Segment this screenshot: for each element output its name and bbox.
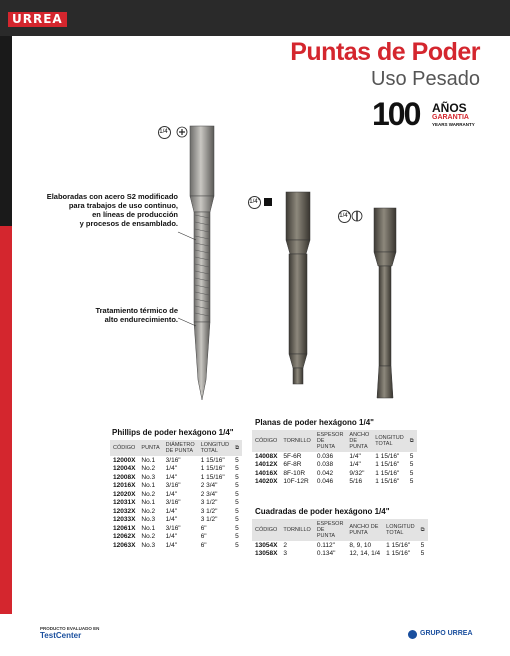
- table-cell: 0.134": [316, 550, 336, 558]
- table-cell: 5: [235, 499, 239, 507]
- table-cell: 13058X: [255, 550, 278, 558]
- table-cell: 5F-6R: [283, 452, 302, 460]
- phillips-table-title: Phillips de poder hexágono 1/4": [112, 428, 234, 437]
- table-row: [252, 550, 428, 559]
- table-cell: 5: [235, 465, 239, 473]
- phillips-table: [110, 440, 242, 550]
- table-cell: 1 15/16": [375, 452, 400, 460]
- square-size-tag: 1/4": [248, 196, 261, 209]
- table-cell: 3/16": [165, 456, 181, 464]
- table-row: [110, 533, 242, 542]
- col-punta: PUNTA: [138, 440, 162, 456]
- table-cell: 5: [409, 461, 414, 469]
- table-row: [110, 473, 242, 482]
- heat-callout: [95, 306, 178, 324]
- page-subtitle: Uso Pesado: [371, 68, 480, 90]
- phillips-size-tag: 1/4": [158, 126, 171, 139]
- table-row: [252, 452, 417, 461]
- callout-line: alto endurecimiento.: [104, 315, 178, 324]
- table-cell: 0.036: [316, 452, 334, 460]
- table-cell: 5: [235, 482, 239, 490]
- table-cell: 12, 14, 1/4: [349, 550, 381, 558]
- col-espesor: ESPESOR DE PUNTA: [314, 519, 347, 541]
- table-cell: 5: [409, 478, 414, 486]
- table-header-row: [252, 519, 428, 541]
- table-cell: 0.046: [316, 478, 334, 486]
- col-codigo: CÓDIGO: [252, 430, 280, 452]
- slotted-tip-icon: [352, 211, 362, 221]
- table-cell: 1/4": [165, 533, 177, 541]
- callout-line: Elaboradas con acero S2 modificado: [46, 192, 178, 201]
- table-cell: 14016X: [255, 469, 278, 477]
- table-row: [252, 478, 417, 487]
- planas-table: [252, 430, 417, 486]
- table-row: [252, 461, 417, 470]
- table-cell: 12016X: [113, 482, 136, 490]
- phillips-tip-icon: [177, 127, 187, 137]
- table-cell: 1/4": [165, 465, 177, 473]
- table-header-row: [110, 440, 242, 456]
- table-cell: 14008X: [255, 452, 278, 460]
- table-cell: 1/4": [165, 541, 177, 549]
- table-cell: 2 3/4": [200, 482, 218, 490]
- table-cell: 1 15/16": [386, 541, 411, 549]
- table-cell: No.2: [141, 490, 156, 498]
- urrea-logo: URREA: [8, 12, 67, 27]
- col-longitud: LONGITUD TOTAL: [372, 430, 406, 452]
- table-cell: 1 15/16": [386, 550, 411, 558]
- table-cell: 5: [235, 456, 239, 464]
- table-cell: 12000X: [113, 456, 136, 464]
- page-title: Puntas de Poder: [290, 38, 480, 66]
- table-cell: 1 15/16": [375, 461, 400, 469]
- cuadradas-table-title: Cuadradas de poder hexágono 1/4": [255, 507, 390, 516]
- table-cell: 3/16": [165, 524, 181, 532]
- table-cell: 0.038: [316, 461, 334, 469]
- table-cell: 5: [235, 490, 239, 498]
- square-tip-icon: [264, 198, 272, 206]
- table-cell: 6": [200, 524, 207, 532]
- badge-anos: AÑOS: [432, 101, 467, 115]
- testcenter-label: TestCenter: [40, 631, 82, 640]
- table-row: [110, 465, 242, 474]
- table-cell: 5: [235, 524, 239, 532]
- table-cell: No.1: [141, 524, 156, 532]
- table-cell: No.2: [141, 533, 156, 541]
- table-row: [252, 541, 428, 550]
- callout-line-steel: [178, 232, 196, 240]
- table-row: [110, 541, 242, 550]
- package-icon: ⧉: [232, 440, 242, 456]
- planas-table-body: [252, 452, 417, 486]
- slotted-bit: [374, 208, 396, 398]
- table-cell: 3: [283, 550, 288, 558]
- table-cell: 1 15/16": [200, 456, 225, 464]
- table-row: [110, 516, 242, 525]
- badge-number: 100: [372, 96, 420, 132]
- table-header-row: [252, 430, 417, 452]
- evaluated-label: PRODUCTO EVALUADO EN: [40, 626, 100, 631]
- table-cell: 5: [235, 507, 239, 515]
- table-cell: 3 1/2": [200, 499, 218, 507]
- table-cell: 0.112": [316, 541, 335, 549]
- callout-line: Tratamiento térmico de: [95, 306, 178, 315]
- table-cell: 12004X: [113, 465, 136, 473]
- table-row: [110, 507, 242, 516]
- callout-line: para trabajos de uso continuo,: [68, 201, 178, 210]
- table-cell: No.1: [141, 456, 156, 464]
- grupo-urrea-label: GRUPO URREA: [420, 630, 473, 637]
- phillips-table-body: [110, 456, 242, 550]
- table-cell: 5/16: [349, 478, 363, 486]
- table-cell: 1/4": [165, 516, 177, 524]
- table-cell: No.3: [141, 516, 156, 524]
- table-cell: 1/4": [165, 473, 177, 481]
- table-cell: 6F-8R: [283, 461, 302, 469]
- table-row: [252, 469, 417, 478]
- table-cell: 5: [420, 550, 425, 558]
- table-cell: 14012X: [255, 461, 278, 469]
- col-codigo: CÓDIGO: [110, 440, 138, 456]
- phillips-bit: [190, 126, 214, 400]
- col-ancho: ANCHO DE PUNTA: [346, 430, 372, 452]
- col-tornillo: TORNILLO: [280, 519, 313, 541]
- table-cell: 12061X: [113, 524, 136, 532]
- table-cell: 12063X: [113, 541, 136, 549]
- col-longitud: LONGITUD TOTAL: [198, 440, 232, 456]
- table-cell: 1 15/16": [375, 469, 400, 477]
- table-cell: 12062X: [113, 533, 136, 541]
- table-cell: 6": [200, 541, 207, 549]
- table-cell: 1 15/16": [200, 465, 225, 473]
- table-cell: No.1: [141, 482, 156, 490]
- table-cell: 12033X: [113, 516, 136, 524]
- table-cell: 3 1/2": [200, 507, 218, 515]
- table-cell: 2 3/4": [200, 490, 218, 498]
- table-cell: 1 15/16": [200, 473, 225, 481]
- table-cell: 10F-12R: [283, 478, 309, 486]
- table-row: [110, 499, 242, 508]
- table-cell: 5: [409, 452, 414, 460]
- table-cell: 1 15/16": [375, 478, 400, 486]
- table-row: [110, 490, 242, 499]
- table-cell: No.3: [141, 473, 156, 481]
- table-cell: 12008X: [113, 473, 136, 481]
- col-ancho: ANCHO DE PUNTA: [346, 519, 383, 541]
- table-cell: 8F-10R: [283, 469, 306, 477]
- col-tornillo: TORNILLO: [280, 430, 313, 452]
- table-cell: 5: [420, 541, 425, 549]
- table-cell: 5: [235, 533, 239, 541]
- table-cell: No.3: [141, 541, 156, 549]
- slotted-size-tag: 1/4": [338, 210, 351, 223]
- table-cell: 5: [235, 516, 239, 524]
- cuadradas-table-body: [252, 541, 428, 558]
- cuadradas-table: [252, 519, 428, 558]
- col-codigo: CÓDIGO: [252, 519, 280, 541]
- table-cell: No.1: [141, 499, 156, 507]
- table-cell: 1/4": [349, 452, 361, 460]
- table-cell: 2: [283, 541, 288, 549]
- table-cell: 12020X: [113, 490, 136, 498]
- package-icon: ⧉: [418, 519, 428, 541]
- table-cell: No.2: [141, 507, 156, 515]
- table-cell: 1/4": [349, 461, 361, 469]
- table-cell: 8, 9, 10: [349, 541, 372, 549]
- table-cell: 14020X: [255, 478, 278, 486]
- table-cell: 1/4": [165, 507, 177, 515]
- badge-garantia: GARANTIA: [432, 114, 469, 121]
- testcenter-logo: [40, 626, 99, 640]
- table-cell: 0.042: [316, 469, 334, 477]
- col-espesor: ESPESOR DE PUNTA: [314, 430, 347, 452]
- table-cell: 3/16": [165, 482, 181, 490]
- table-cell: 6": [200, 533, 207, 541]
- table-cell: 9/32": [349, 469, 365, 477]
- grupo-urrea-icon: [408, 630, 417, 639]
- table-cell: 3/16": [165, 499, 181, 507]
- table-cell: 1/4": [165, 490, 177, 498]
- callout-line: en líneas de producción: [92, 210, 178, 219]
- steel-callout: [47, 192, 178, 228]
- table-row: [110, 524, 242, 533]
- table-cell: 13054X: [255, 541, 278, 549]
- table-cell: 12032X: [113, 507, 136, 515]
- package-icon: ⧉: [407, 430, 417, 452]
- table-cell: 5: [235, 473, 239, 481]
- table-row: [110, 456, 242, 465]
- table-cell: 12031X: [113, 499, 136, 507]
- col-diametro: DIÁMETRO DE PUNTA: [163, 440, 198, 456]
- callout-line-heat: [178, 318, 196, 326]
- table-row: [110, 482, 242, 491]
- table-cell: No.2: [141, 465, 156, 473]
- callout-line: y procesos de ensamblado.: [79, 219, 178, 228]
- table-cell: 5: [409, 469, 414, 477]
- table-cell: 3 1/2": [200, 516, 218, 524]
- col-longitud: LONGITUD TOTAL: [383, 519, 417, 541]
- badge-warranty: YEARS WARRANTY: [432, 122, 475, 127]
- table-cell: 5: [235, 541, 239, 549]
- square-bit: [286, 192, 310, 384]
- planas-table-title: Planas de poder hexágono 1/4": [255, 418, 374, 427]
